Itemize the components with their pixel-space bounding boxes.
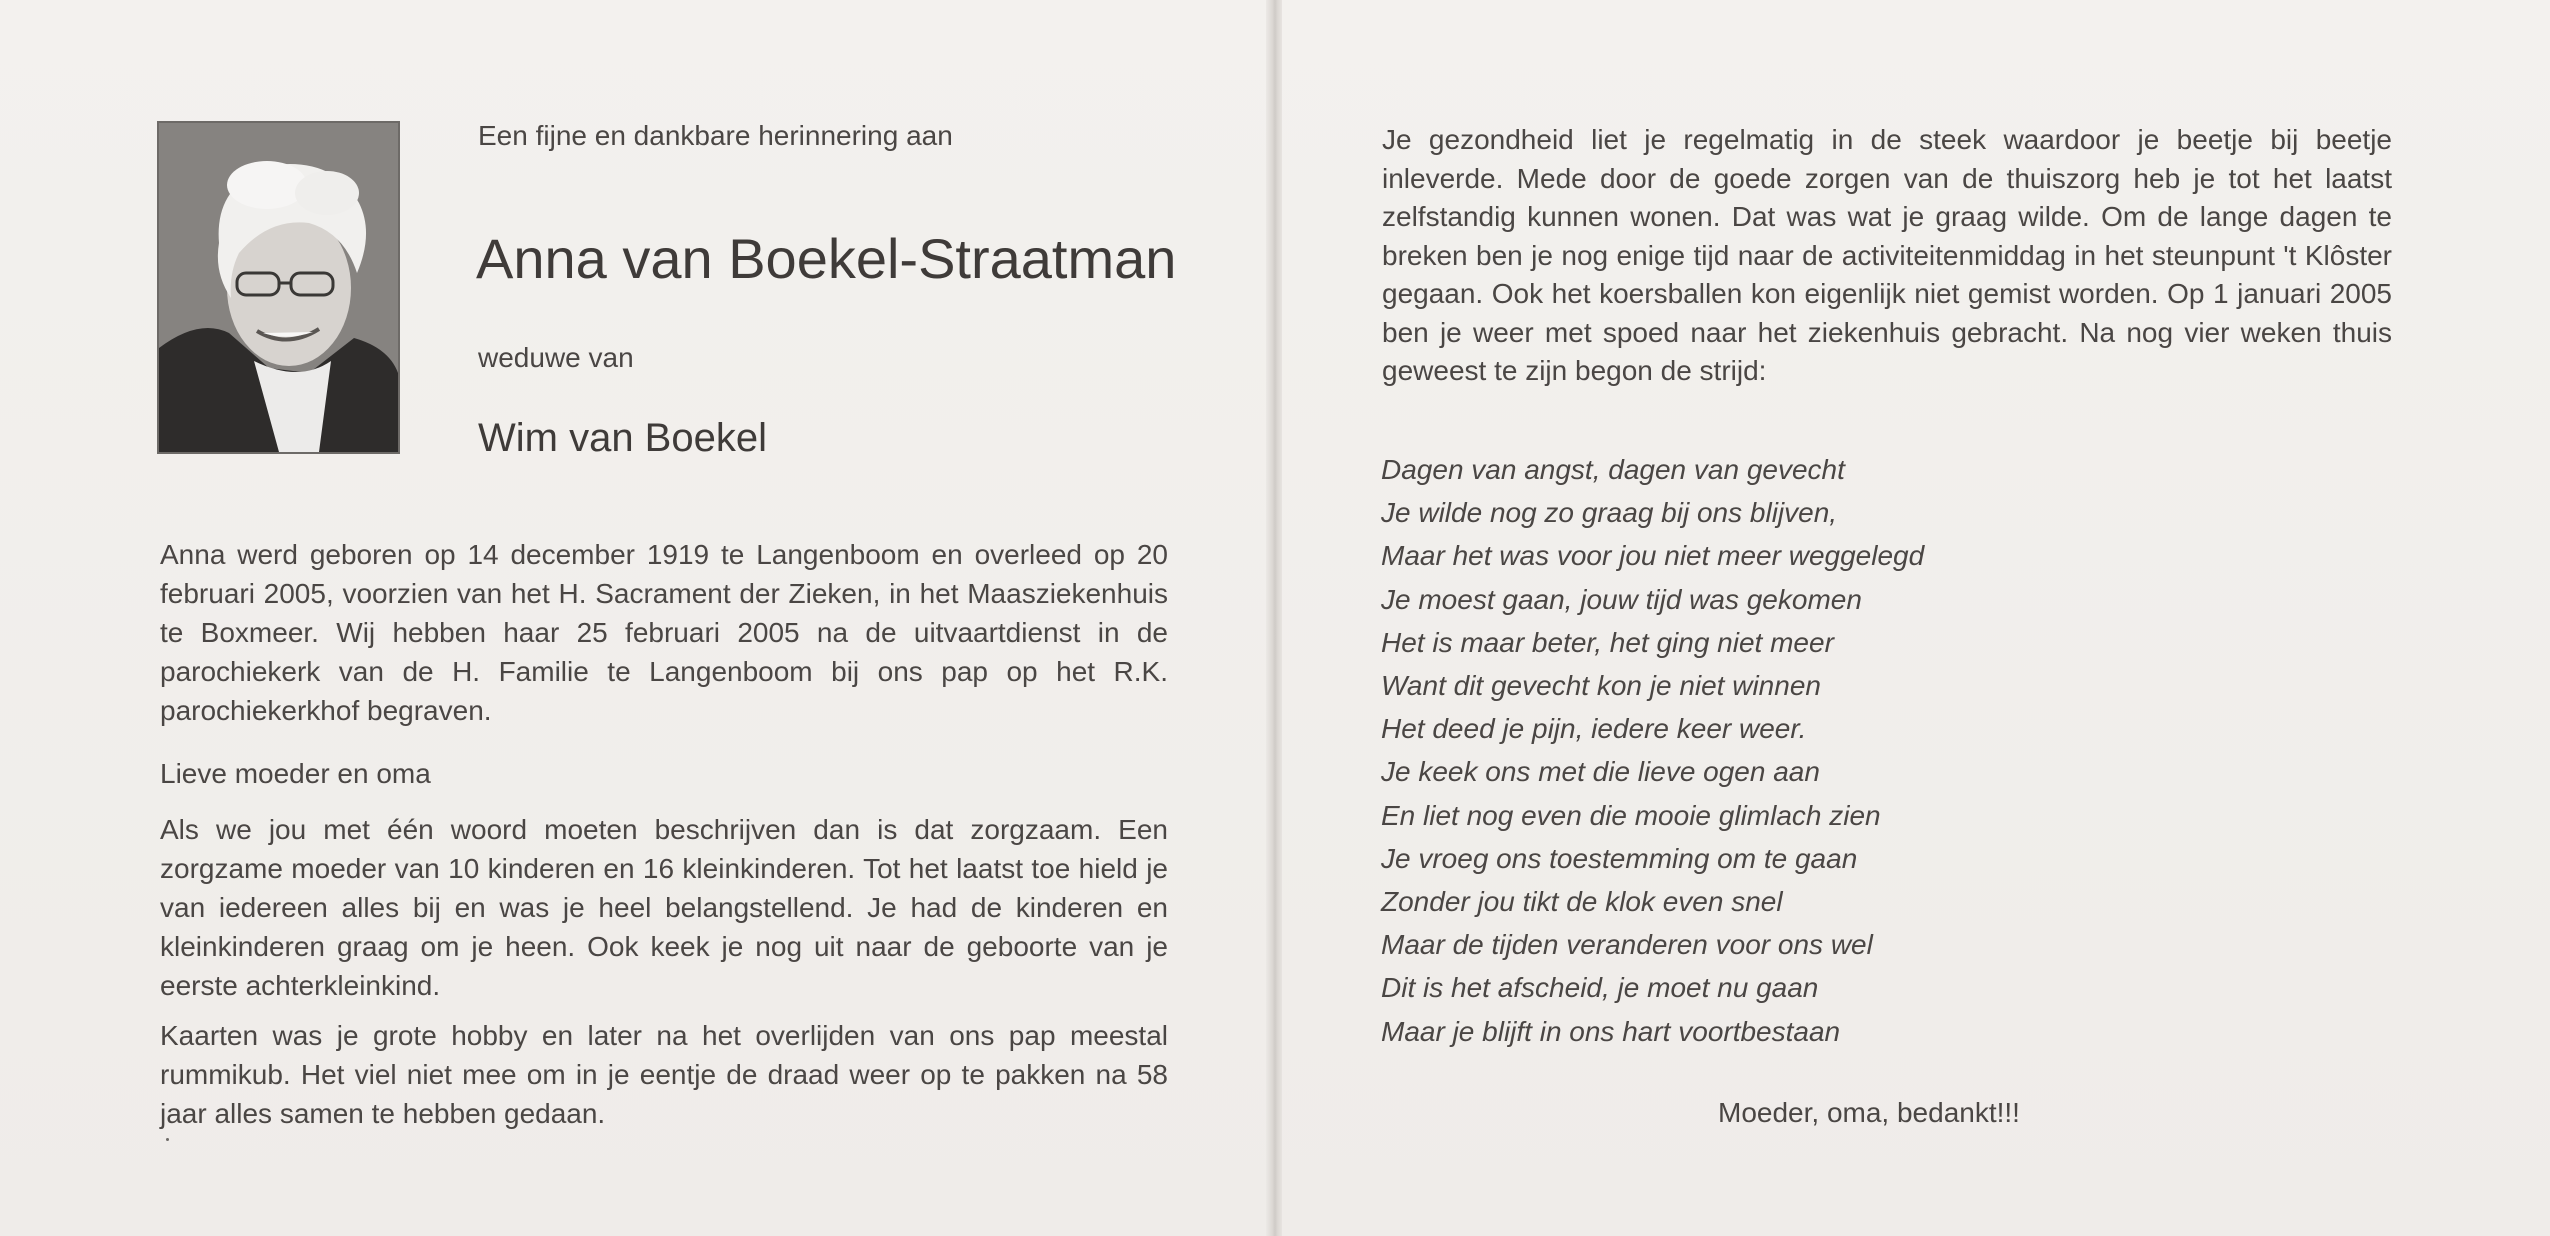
poem-line: Je vroeg ons toestemming om te gaan [1381,842,1858,874]
paper-speck [166,1138,169,1141]
poem-line: Want dit gevecht kon je niet winnen [1381,670,1821,702]
intro-line: Een fijne en dankbare herinnering aan [478,120,953,151]
tribute-paragraph-1 [160,810,1168,1005]
portrait-photo-graphic [159,123,398,452]
poem-line: Je keek ons met die lieve ogen aan [1381,756,1820,788]
poem-line: Maar het was voor jou niet meer weggelegd [1381,540,1925,572]
poem-line: Het deed je pijn, iedere keer weer. [1381,713,1807,745]
deceased-name: Anna van Boekel-Straatman [476,227,1177,290]
greeting: Lieve moeder en oma [160,758,431,789]
poem-line: Zonder jou tikt de klok even snel [1381,886,1783,918]
biography-paragraph [160,535,1168,730]
biography-text: Anna werd geboren op 14 december 1919 te Langenboom en overleed op 20 februari 2005, voorzien van het H. Sacrament der Zieken, in het Maasziekenhuis te Boxmeer. Wij hebben haar 25 februari 2005 na de uitvaartdienst in de parochiekerk van de H. Familie te Langenboom bij ons pap op het R.K. parochiekerkhof begraven. [160,539,1168,726]
portrait-photo [157,121,400,454]
poem-line: Dit is het afscheid, je moet nu gaan [1381,972,1819,1004]
closing-line: Moeder, oma, bedankt!!! [1718,1097,2020,1128]
husband-name: Wim van Boekel [478,416,767,460]
poem-line: Je wilde nog zo graag bij ons blijven, [1381,497,1838,529]
tribute-paragraph-1-text: Als we jou met één woord moeten beschrijven dan is dat zorgzaam. Een zorgzame moeder van 10 kinderen en 16 kleinkinderen. Tot het laatst toe hield je van iedereen alles bij en was je heel belangstellend. Je had de kinderen en kleinkinderen graag om je heen. Ook keek je nog uit naar de geboorte van je eerste achterkleinkind. [160,814,1168,1001]
poem-line: Maar je blijft in ons hart voortbestaan [1381,1015,1841,1047]
poem-line: Maar de tijden veranderen voor ons wel [1381,929,1873,961]
poem-line: Het is maar beter, het ging niet meer [1381,626,1834,658]
poem-line: Dagen van angst, dagen van gevecht [1381,454,1845,485]
poem-line: En liet nog even die mooie glimlach zien [1381,799,1881,831]
health-paragraph: Je gezondheid liet je regelmatig in de steek waardoor je beetje bij beetje inleverde. Mede door de goede zorgen van de thuiszorg heb je tot het laatst zelfstandig kunnen wonen. Dat was wat je graag wilde. Om de lange dagen te breken ben je nog enige tijd naar de activiteitenmiddag in het steunpunt 't Klôster gegaan. Ook het koersballen kon eigenlijk niet gemist worden. Op 1 januari 2005 ben je weer met spoed naar het ziekenhuis gebracht. Na nog vier weken thuis geweest te zijn begon de strijd: [1382,124,2392,386]
poem-line: Je moest gaan, jouw tijd was gekomen [1381,583,1862,615]
tribute-paragraph-2-text: Kaarten was je grote hobby en later na het overlijden van ons pap meestal rummikub. Het viel niet mee om in je eentje de draad weer op te pakken na 58 jaar alles samen te hebben gedaan. [160,1020,1168,1129]
widow-label: weduwe van [478,342,634,373]
poem [1381,448,1924,1053]
left-page [0,0,1268,1236]
tribute-paragraph-2 [160,1016,1168,1133]
